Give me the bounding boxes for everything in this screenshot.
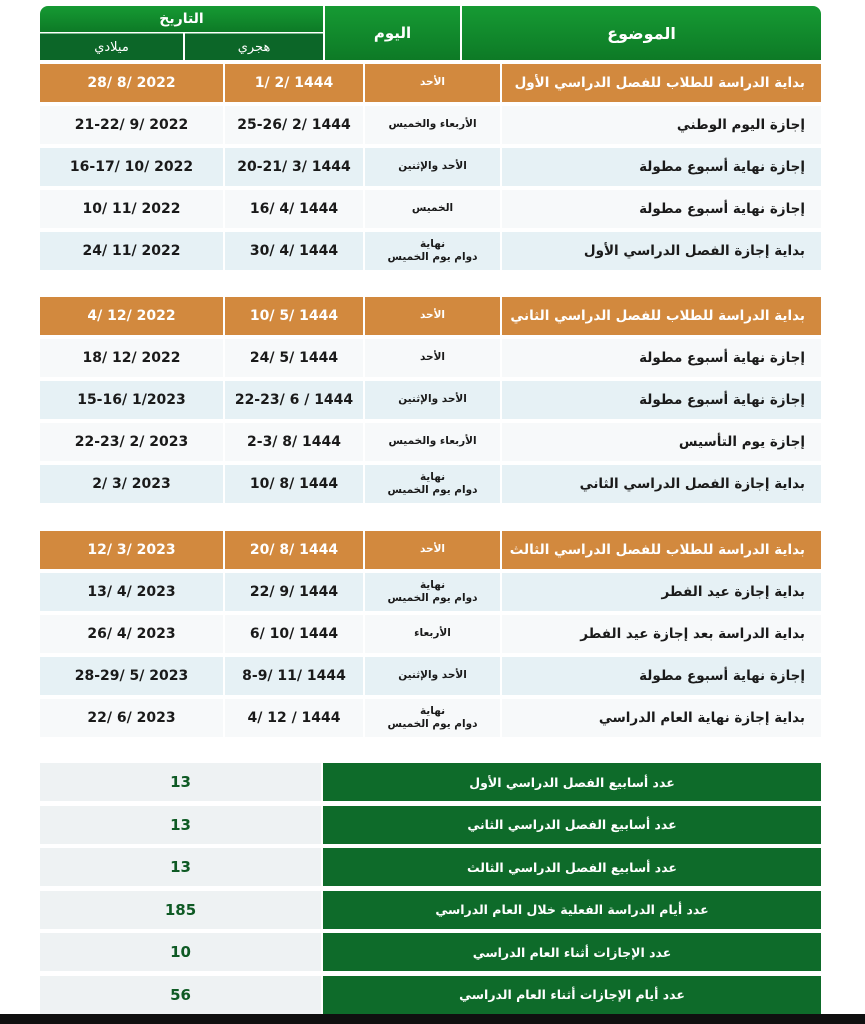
- hijri-date-text: 20-21/ 3/ 1444: [237, 159, 351, 175]
- hijri-date-cell: [225, 297, 363, 335]
- summary-label: [323, 848, 821, 886]
- table-row: [40, 615, 821, 653]
- summary-row: [40, 806, 821, 844]
- table-row: [40, 381, 821, 419]
- topic-text: بداية إجازة الفصل الدراسي الأول: [583, 243, 805, 259]
- topic-text: إجازة نهاية أسبوع مطولة: [639, 392, 805, 408]
- summary-value-text: 13: [170, 858, 191, 876]
- summary-label: [323, 806, 821, 844]
- hijri-date-cell: [225, 106, 363, 144]
- gregorian-date-text: 10/ 11/ 2022: [82, 201, 181, 217]
- day-cell: [365, 465, 500, 503]
- day-text-line2: دوام يوم الخميس: [387, 484, 478, 496]
- topic-text: إجازة يوم التأسيس: [678, 434, 805, 450]
- header-hijri: [185, 33, 323, 60]
- table-row: [40, 148, 821, 186]
- day-cell: [365, 190, 500, 228]
- topic-text: بداية إجازة نهاية العام الدراسي: [598, 710, 805, 726]
- gregorian-date-text: 28/ 8/ 2022: [87, 75, 176, 91]
- gregorian-date-text: 12/ 3/ 2023: [87, 542, 176, 558]
- hijri-date-cell: [225, 232, 363, 270]
- table-row: [40, 339, 821, 377]
- topic-text: بداية الدراسة للطلاب للفصل الدراسي الأول: [514, 75, 805, 91]
- day-text: الأحد: [419, 351, 446, 364]
- gregorian-date-text: 16-17/ 10/ 2022: [69, 159, 194, 175]
- hijri-date-text: 6/ 10/ 1444: [249, 626, 339, 642]
- day-text-line2: دوام يوم الخميس: [387, 718, 478, 730]
- summary-row: [40, 933, 821, 971]
- day-text: الأحد والإثنين: [398, 160, 467, 173]
- header-gregorian-label: ميلادي: [94, 39, 129, 55]
- topic-cell: [502, 699, 821, 737]
- gregorian-date-text: 18/ 12/ 2022: [82, 350, 181, 366]
- gregorian-date-cell: [40, 657, 223, 695]
- header-date-label: التاريخ: [159, 11, 204, 27]
- hijri-date-text: 10/ 8/ 1444: [249, 476, 339, 492]
- topic-cell: [502, 423, 821, 461]
- topic-cell: [502, 339, 821, 377]
- topic-cell: [502, 64, 821, 102]
- table-row: [40, 573, 821, 611]
- summary-row: [40, 891, 821, 929]
- table-row: [40, 190, 821, 228]
- hijri-date-cell: [225, 148, 363, 186]
- hijri-date-text: 25-26/ 2/ 1444: [237, 117, 351, 133]
- summary-value: [40, 933, 321, 971]
- gregorian-date-cell: [40, 297, 223, 335]
- gregorian-date-text: 2/ 3/ 2023: [92, 476, 171, 492]
- hijri-date-cell: [225, 64, 363, 102]
- section-start-row: [40, 531, 821, 569]
- hijri-date-text: 16/ 4/ 1444: [249, 201, 339, 217]
- topic-text: بداية إجازة الفصل الدراسي الثاني: [579, 476, 805, 492]
- topic-cell: [502, 657, 821, 695]
- day-text-line2: دوام يوم الخميس: [387, 592, 478, 604]
- summary-label-text: عدد أسابيع الفصل الدراسي الأول: [469, 774, 675, 790]
- day-text: الأحد: [419, 543, 446, 556]
- topic-cell: [502, 106, 821, 144]
- table-row: [40, 106, 821, 144]
- gregorian-date-cell: [40, 531, 223, 569]
- section-start-row: [40, 64, 821, 102]
- summary-value: [40, 806, 321, 844]
- gregorian-date-text: 24/ 11/ 2022: [82, 243, 181, 259]
- summary-label: [323, 891, 821, 929]
- day-text: الأحد: [419, 76, 446, 89]
- summary-value: [40, 848, 321, 886]
- day-text: نهاية: [419, 237, 446, 250]
- summary-label-text: عدد الإجازات أثناء العام الدراسي: [472, 944, 672, 960]
- gregorian-date-text: 21-22/ 9/ 2022: [74, 117, 189, 133]
- hijri-date-text: 10/ 5/ 1444: [249, 308, 339, 324]
- header-day-label: اليوم: [373, 24, 412, 42]
- topic-text: بداية إجازة عيد الفطر: [661, 584, 805, 600]
- gregorian-date-cell: [40, 423, 223, 461]
- header-topic-label: الموضوع: [607, 23, 676, 43]
- table-row: [40, 465, 821, 503]
- topic-cell: [502, 297, 821, 335]
- summary-value-text: 56: [170, 985, 191, 1004]
- day-text: الأحد: [419, 309, 446, 322]
- summary-label: [323, 763, 821, 801]
- topic-cell: [502, 531, 821, 569]
- topic-cell: [502, 573, 821, 611]
- topic-text: بداية الدراسة للطلاب للفصل الدراسي الثالث: [509, 542, 805, 558]
- topic-cell: [502, 465, 821, 503]
- summary-row: [40, 848, 821, 886]
- hijri-date-cell: [225, 423, 363, 461]
- day-cell: [365, 423, 500, 461]
- header-day: [325, 6, 460, 60]
- summary-label-text: عدد أيام الدراسة الفعلية خلال العام الدراسي: [435, 902, 709, 917]
- hijri-date-cell: [225, 615, 363, 653]
- table-row: [40, 657, 821, 695]
- topic-text: بداية الدراسة بعد إجازة عيد الفطر: [580, 626, 805, 642]
- hijri-date-text: 30/ 4/ 1444: [249, 243, 339, 259]
- day-text-line2: دوام يوم الخميس: [387, 251, 478, 263]
- gregorian-date-text: 28-29/ 5/ 2023: [74, 668, 189, 684]
- summary-value: [40, 763, 321, 801]
- summary-label-text: عدد أيام الإجازات أثناء العام الدراسي: [459, 987, 685, 1002]
- summary-row: [40, 763, 821, 801]
- hijri-date-cell: [225, 381, 363, 419]
- topic-text: إجازة نهاية أسبوع مطولة: [639, 159, 805, 175]
- gregorian-date-cell: [40, 465, 223, 503]
- summary-value: [40, 976, 321, 1014]
- summary-label-text: عدد أسابيع الفصل الدراسي الثالث: [467, 859, 677, 875]
- summary-label: [323, 976, 821, 1014]
- topic-text: إجازة اليوم الوطني: [676, 117, 805, 133]
- day-text: نهاية: [419, 578, 446, 591]
- day-cell: [365, 148, 500, 186]
- section-start-row: [40, 297, 821, 335]
- topic-cell: [502, 190, 821, 228]
- table-row: [40, 699, 821, 737]
- day-cell: [365, 615, 500, 653]
- topic-text: إجازة نهاية أسبوع مطولة: [639, 668, 805, 684]
- gregorian-date-text: 13/ 4/ 2023: [87, 584, 176, 600]
- day-text: الخميس: [411, 202, 454, 215]
- hijri-date-cell: [225, 657, 363, 695]
- topic-cell: [502, 232, 821, 270]
- hijri-date-cell: [225, 531, 363, 569]
- gregorian-date-text: 4/ 12/ 2022: [87, 308, 176, 324]
- gregorian-date-cell: [40, 64, 223, 102]
- hijri-date-cell: [225, 190, 363, 228]
- day-cell: [365, 297, 500, 335]
- summary-value-text: 13: [170, 815, 191, 834]
- topic-text: إجازة نهاية أسبوع مطولة: [639, 201, 805, 217]
- day-text: الأحد والإثنين: [398, 393, 467, 406]
- header-date: [40, 6, 323, 32]
- gregorian-date-cell: [40, 106, 223, 144]
- header-hijri-label: هجري: [237, 39, 271, 55]
- summary-value-text: 10: [170, 943, 191, 961]
- day-text: الأربعاء: [414, 627, 451, 640]
- gregorian-date-text: 26/ 4/ 2023: [87, 626, 176, 642]
- summary-label-text: عدد أسابيع الفصل الدراسي الثاني: [467, 817, 677, 832]
- hijri-date-text: 4/ 12 / 1444: [247, 710, 341, 726]
- header-gregorian: [40, 33, 183, 60]
- hijri-date-text: 1/ 2/ 1444: [254, 75, 334, 91]
- topic-cell: [502, 381, 821, 419]
- day-text: الأحد والإثنين: [398, 669, 467, 682]
- day-cell: [365, 64, 500, 102]
- gregorian-date-cell: [40, 190, 223, 228]
- gregorian-date-cell: [40, 381, 223, 419]
- gregorian-date-cell: [40, 232, 223, 270]
- summary-value: [40, 891, 321, 929]
- day-text: الأربعاء والخميس: [388, 118, 477, 131]
- topic-text: إجازة نهاية أسبوع مطولة: [639, 350, 805, 366]
- header-topic: [462, 6, 821, 60]
- hijri-date-text: 2-3/ 8/ 1444: [247, 434, 341, 450]
- day-text: نهاية: [419, 704, 446, 717]
- hijri-date-text: 8-9/ 11/ 1444: [242, 668, 346, 684]
- bottom-bar: [0, 1014, 865, 1024]
- gregorian-date-cell: [40, 699, 223, 737]
- gregorian-date-cell: [40, 148, 223, 186]
- topic-text: بداية الدراسة للطلاب للفصل الدراسي الثاني: [510, 308, 805, 324]
- hijri-date-cell: [225, 699, 363, 737]
- gregorian-date-cell: [40, 573, 223, 611]
- hijri-date-text: 22/ 9/ 1444: [249, 584, 339, 600]
- summary-value-text: 185: [164, 900, 197, 919]
- gregorian-date-cell: [40, 615, 223, 653]
- day-cell: [365, 106, 500, 144]
- summary-label: [323, 933, 821, 971]
- day-cell: [365, 657, 500, 695]
- day-cell: [365, 531, 500, 569]
- topic-cell: [502, 615, 821, 653]
- hijri-date-text: 20/ 8/ 1444: [249, 542, 339, 558]
- day-cell: [365, 339, 500, 377]
- gregorian-date-text: 22-23/ 2/ 2023: [74, 434, 189, 450]
- hijri-date-cell: [225, 339, 363, 377]
- hijri-date-text: 22-23/ 6 / 1444: [234, 392, 354, 408]
- day-text: الأربعاء والخميس: [388, 435, 477, 448]
- day-text: نهاية: [419, 470, 446, 483]
- hijri-date-cell: [225, 573, 363, 611]
- day-cell: [365, 232, 500, 270]
- table-row: [40, 232, 821, 270]
- summary-row: [40, 976, 821, 1014]
- summary-value-text: 13: [170, 773, 191, 791]
- day-cell: [365, 573, 500, 611]
- table-row: [40, 423, 821, 461]
- gregorian-date-cell: [40, 339, 223, 377]
- gregorian-date-text: 15-16/ 1/2023: [77, 392, 186, 408]
- hijri-date-text: 24/ 5/ 1444: [249, 350, 339, 366]
- hijri-date-cell: [225, 465, 363, 503]
- topic-cell: [502, 148, 821, 186]
- gregorian-date-text: 22/ 6/ 2023: [87, 710, 176, 726]
- day-cell: [365, 699, 500, 737]
- day-cell: [365, 381, 500, 419]
